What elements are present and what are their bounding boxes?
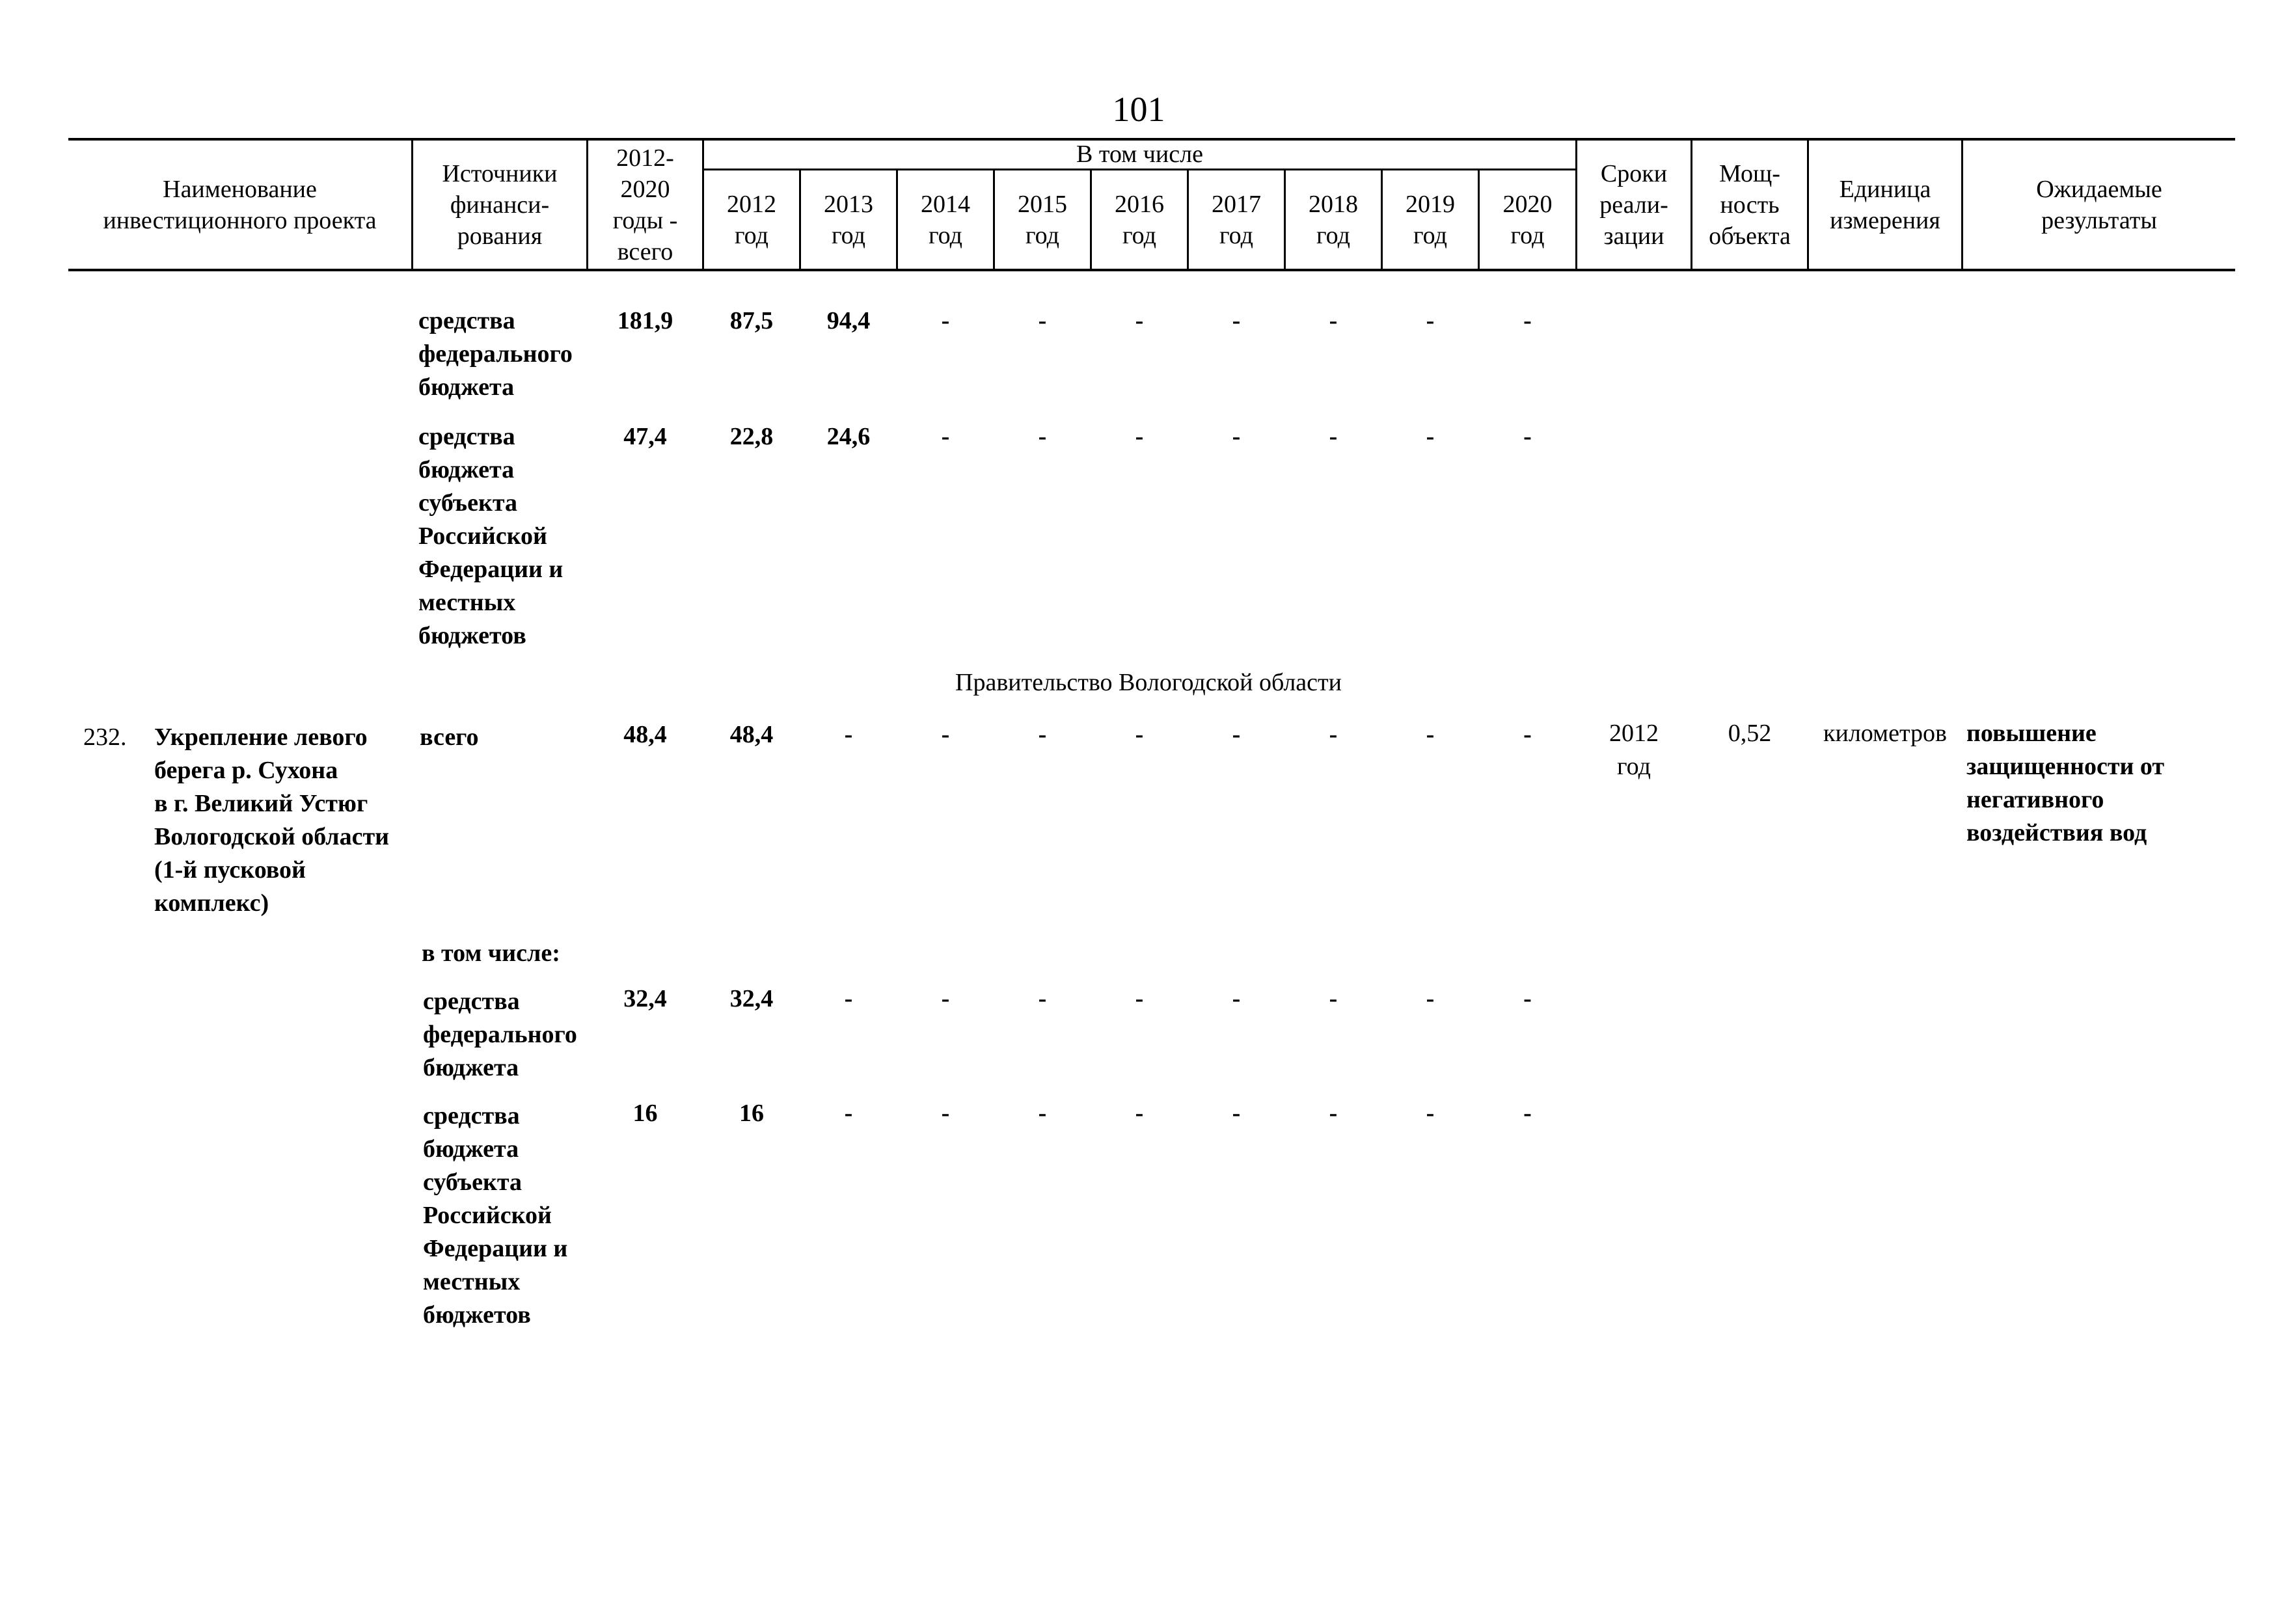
header-year-2018: 2018 год bbox=[1309, 190, 1358, 249]
project-name: Укрепление левого берега р. Сухона в г. Великий Устюг Вологодской области (1-й пусковой комплекс) bbox=[154, 724, 390, 917]
expected-results: повышение защищенности от негативного воздействия вод bbox=[1966, 720, 2165, 846]
header-unit: Единица измерения bbox=[1830, 175, 1940, 234]
year-value: - bbox=[941, 307, 950, 334]
year-value: - bbox=[1232, 721, 1241, 748]
year-value: - bbox=[1426, 423, 1435, 450]
year-value: 24,6 bbox=[826, 423, 871, 450]
year-value: - bbox=[1135, 423, 1144, 450]
total-value: 16 bbox=[632, 1100, 658, 1127]
year-value: - bbox=[1232, 423, 1241, 450]
funding-source: средства федерального бюджета bbox=[423, 988, 577, 1081]
year-value: - bbox=[844, 985, 853, 1012]
header-year-2020: 2020 год bbox=[1502, 190, 1553, 249]
year-value: - bbox=[1523, 307, 1532, 334]
year-value: - bbox=[1523, 423, 1532, 450]
year-value: - bbox=[1038, 985, 1047, 1012]
header-project-name: Наименование инвестиционного проекта bbox=[103, 175, 377, 234]
header-year-2013: 2013 год bbox=[824, 190, 873, 249]
funding-source: средства бюджета субъекта Российской Федерации и местных бюджетов bbox=[423, 1102, 568, 1329]
header-including: В том числе bbox=[1076, 140, 1203, 168]
header-year-2017: 2017 год bbox=[1212, 190, 1261, 249]
year-value: - bbox=[941, 985, 950, 1012]
year-value: 32,4 bbox=[729, 985, 774, 1012]
year-value: - bbox=[1329, 423, 1338, 450]
year-value: - bbox=[1329, 1100, 1338, 1127]
year-value: - bbox=[1232, 985, 1241, 1012]
year-value: - bbox=[1038, 307, 1047, 334]
year-value: 22,8 bbox=[729, 423, 774, 450]
year-value: - bbox=[1232, 307, 1241, 334]
header-year-2016: 2016 год bbox=[1115, 190, 1164, 249]
header-funding-sources: Источники финанси- рования bbox=[442, 159, 558, 250]
total-value: 48,4 bbox=[623, 721, 667, 748]
header-results: Ожидаемые результаты bbox=[2036, 175, 2162, 234]
funding-source: средства бюджета субъекта Российской Федерации и местных бюджетов bbox=[418, 423, 564, 649]
total-value: 32,4 bbox=[623, 985, 667, 1012]
header-bottom-rule bbox=[68, 269, 2235, 271]
capacity-value: 0,52 bbox=[1728, 720, 1772, 747]
header-year-2014: 2014 год bbox=[921, 190, 970, 249]
header-year-2019: 2019 год bbox=[1406, 190, 1455, 249]
year-value: - bbox=[1329, 985, 1338, 1012]
year-value: - bbox=[1038, 423, 1047, 450]
year-value: - bbox=[1426, 307, 1435, 334]
header-capacity: Мощ- ность объекта bbox=[1709, 159, 1791, 250]
implementation-terms: 2012 год bbox=[1609, 720, 1659, 780]
project-number: 232. bbox=[83, 724, 127, 751]
year-value: - bbox=[1232, 1100, 1241, 1127]
total-value: 47,4 bbox=[623, 423, 667, 450]
year-value: - bbox=[1135, 721, 1144, 748]
year-value: - bbox=[1038, 721, 1047, 748]
year-value: - bbox=[1426, 985, 1435, 1012]
page-number: 101 bbox=[1112, 90, 1165, 129]
year-value: - bbox=[1038, 1100, 1047, 1127]
year-value: - bbox=[1135, 985, 1144, 1012]
header-terms: Сроки реали- зации bbox=[1599, 159, 1668, 250]
year-value: - bbox=[1426, 1100, 1435, 1127]
year-value: - bbox=[941, 721, 950, 748]
header-total: 2012- 2020 годы - всего bbox=[612, 144, 678, 265]
year-value: - bbox=[1135, 307, 1144, 334]
funding-source: средства федерального бюджета bbox=[418, 307, 573, 401]
year-value: - bbox=[844, 1100, 853, 1127]
year-value: 48,4 bbox=[729, 721, 774, 748]
funding-source: всего bbox=[420, 724, 479, 751]
including-label: в том числе: bbox=[422, 940, 560, 967]
year-value: 94,4 bbox=[826, 307, 871, 334]
year-value: - bbox=[1329, 721, 1338, 748]
year-value: - bbox=[1523, 721, 1532, 748]
total-value: 181,9 bbox=[617, 307, 673, 334]
year-value: - bbox=[844, 721, 853, 748]
year-value: - bbox=[941, 423, 950, 450]
year-value: - bbox=[1426, 721, 1435, 748]
header-year-2012: 2012 год bbox=[727, 190, 776, 249]
section-title: Правительство Вологодской области bbox=[955, 669, 1342, 696]
year-value: - bbox=[941, 1100, 950, 1127]
year-value: 16 bbox=[739, 1100, 764, 1127]
header-year-2015: 2015 год bbox=[1018, 190, 1067, 249]
year-value: - bbox=[1329, 307, 1338, 334]
unit-value: километров bbox=[1823, 720, 1947, 747]
year-value: - bbox=[1135, 1100, 1144, 1127]
year-value: - bbox=[1523, 985, 1532, 1012]
year-value: 87,5 bbox=[729, 307, 774, 334]
year-value: - bbox=[1523, 1100, 1532, 1127]
